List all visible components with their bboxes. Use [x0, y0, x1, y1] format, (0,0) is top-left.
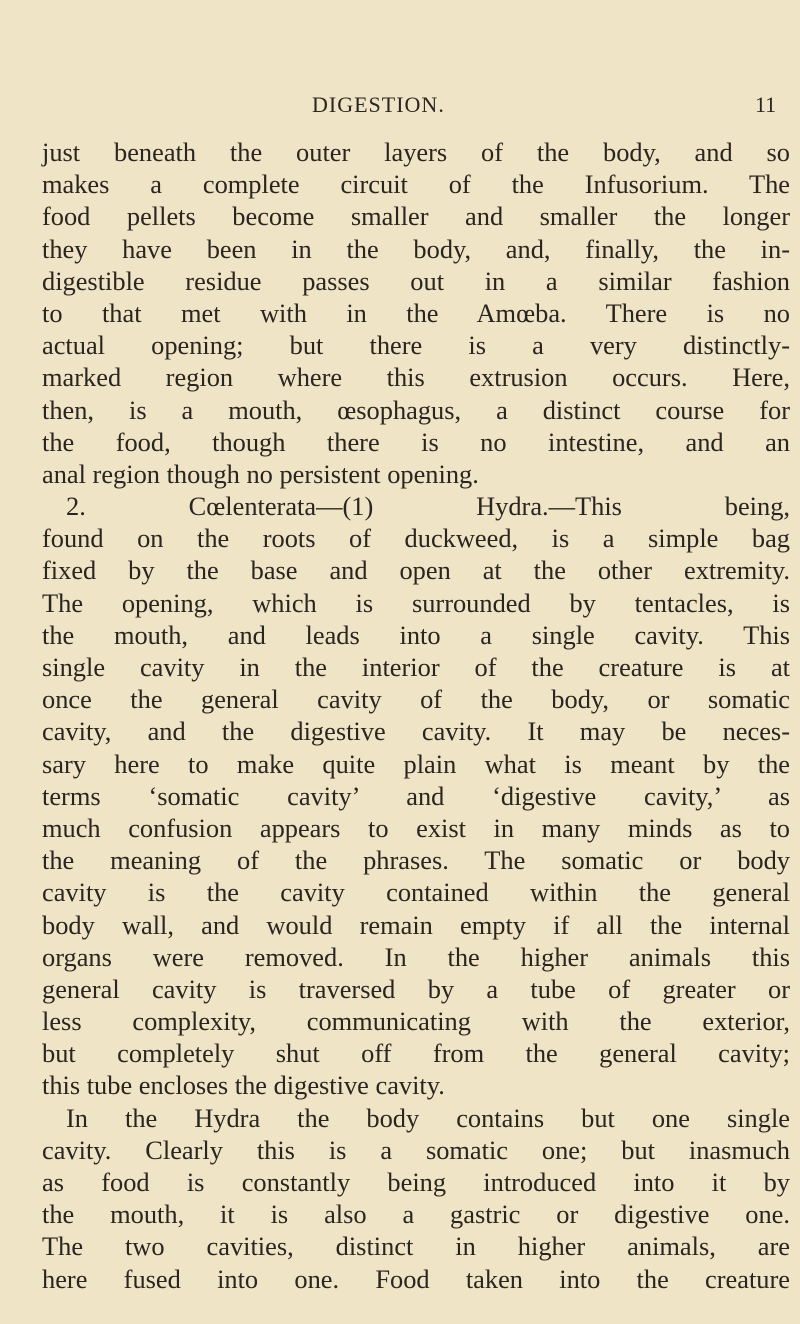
text-line: to that met with in the Amœba. There is no: [42, 297, 790, 328]
text-line: organs were removed. In the higher animals this: [42, 941, 790, 972]
text-line: they have been in the body, and, finally, the in-: [42, 233, 790, 264]
text-line: anal region though no persistent opening.: [42, 458, 479, 489]
text-line: the mouth, it is also a gastric or digestive one.: [42, 1199, 790, 1230]
text-line: general cavity is traversed by a tube of greater or: [42, 973, 790, 1004]
text-line: food pellets become smaller and smaller the longer: [42, 201, 790, 232]
text-line: cavity, and the digestive cavity. It may be neces-: [42, 716, 790, 747]
text-line: fixed by the base and open at the other extremity.: [42, 555, 790, 586]
text-line: The opening, which is surrounded by tentacles, is: [42, 587, 790, 618]
text-line: cavity is the cavity contained within the general: [42, 877, 790, 908]
text-line: The two cavities, distinct in higher animals, are: [42, 1231, 790, 1262]
text-line: less complexity, communicating with the exterior,: [42, 1006, 790, 1037]
text-line: once the general cavity of the body, or somatic: [42, 684, 790, 715]
text-line: this tube encloses the digestive cavity.: [42, 1070, 445, 1101]
text-line: the mouth, and leads into a single cavity. This: [42, 619, 790, 650]
text-line: but completely shut off from the general cavity;: [42, 1038, 790, 1069]
page-number: 11: [755, 92, 777, 117]
text-line: In the Hydra the body contains but one single: [66, 1102, 790, 1133]
running-title: DIGESTION.: [312, 92, 445, 117]
text-line: the meaning of the phrases. The somatic or body: [42, 845, 790, 876]
text-line: just beneath the outer layers of the body, and so: [42, 137, 790, 167]
text-line: found on the roots of duckweed, is a simple bag: [42, 523, 790, 554]
text-line: makes a complete circuit of the Infusorium. The: [42, 169, 790, 200]
text-line: single cavity in the interior of the creature is at: [42, 652, 790, 682]
text-line: digestible residue passes out in a similar fashion: [42, 265, 790, 296]
text-line: terms ‘somatic cavity’ and ‘digestive cavity,’ as: [42, 780, 790, 811]
running-head: [0, 92, 800, 122]
text-line: body wall, and would remain empty if all the internal: [42, 909, 790, 940]
text-line: marked region where this extrusion occurs. Here,: [42, 362, 790, 393]
section-heading-line: 2. Cœlenterata—(1) Hydra.—This being,: [66, 491, 790, 522]
text-line: much confusion appears to exist in many minds as to: [42, 812, 790, 843]
text-line: as food is constantly being introduced into it by: [42, 1167, 790, 1197]
text-line: sary here to make quite plain what is meant by the: [42, 748, 790, 779]
text-line: here fused into one. Food taken into the creature: [42, 1263, 790, 1294]
text-line: actual opening; but there is a very distinctly-: [42, 330, 790, 361]
body-text: [42, 136, 790, 1295]
text-line: the food, though there is no intestine, and an: [42, 426, 790, 457]
text-line: cavity. Clearly this is a somatic one; but inasmuch: [42, 1134, 790, 1165]
text-line: then, is a mouth, œsophagus, a distinct course for: [42, 394, 790, 425]
